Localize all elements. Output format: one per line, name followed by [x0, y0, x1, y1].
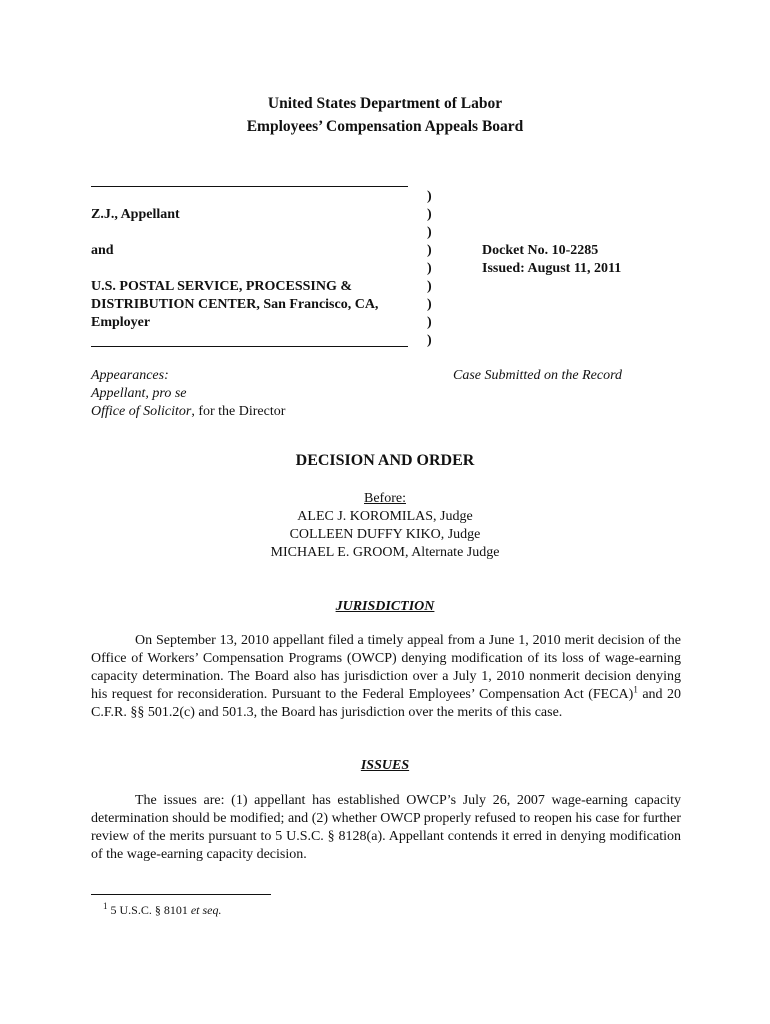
appearances-block [91, 367, 285, 421]
jurisdiction-heading: JURISDICTION [335, 599, 435, 614]
issued-date: Issued: August 11, 2011 [482, 261, 622, 276]
paren: ) [427, 279, 432, 294]
appearances-label: Appearances: [91, 368, 169, 383]
jurisdiction-text: On September 13, 2010 appellant filed a timely appeal from a June 1, 2010 merit decision of the Office of Workers’ Compensation Programs (OWCP) denying modification of its loss of wage-earning capacity determination. The Board also has jurisdiction over a July 1, 2010 nonmerit decision denying his request for reconsideration. Pursuant to the Federal Employees’ Compensation Act (FECA) [91, 633, 681, 702]
judge-3: MICHAEL E. GROOM, Alternate Judge [270, 545, 500, 560]
paren: ) [427, 297, 432, 312]
employer-line-1: U.S. POSTAL SERVICE, PROCESSING & [91, 279, 353, 294]
panel-block [0, 490, 770, 562]
caption-parentheses [427, 188, 437, 350]
footnote-number: 1 [103, 901, 108, 911]
issues-heading: ISSUES [360, 758, 410, 773]
agency-title [0, 92, 770, 138]
jurisdiction-text-cont: and 20 C.F.R. §§ 501.2(c) and 501.3, the Board has jurisdiction over the merits of this case. [91, 687, 682, 720]
employer-block [91, 278, 421, 332]
paren: ) [427, 243, 432, 258]
paren: ) [427, 333, 432, 348]
employer-line-3: Employer [91, 315, 151, 330]
docket-block [482, 242, 621, 278]
judge-1: ALEC J. KOROMILAS, Judge [297, 509, 473, 524]
case-submitted: Case Submitted on the Record [453, 368, 623, 383]
footnote [103, 903, 222, 918]
agency-name: United States Department of Labor [267, 95, 503, 112]
paren: ) [427, 189, 432, 204]
appellant-name: Z.J., Appellant [91, 207, 180, 222]
issues-paragraph [91, 792, 681, 864]
paren: ) [427, 207, 432, 222]
caption-top-rule [91, 186, 408, 187]
footnote-text: 5 U.S.C. § 8101 [110, 903, 191, 917]
jurisdiction-paragraph [91, 632, 681, 722]
solicitor-office: Office of Solicitor [91, 404, 192, 419]
caption-bottom-rule [91, 346, 408, 347]
issues-text: The issues are: (1) appellant has established OWCP’s July 26, 2007 wage-earning capacity determination should be modified; and (2) whether OWCP properly refused to reopen his case for further review of the merits pursuant to 5 U.S.C. § 8128(a). Appellant contends it erred in denying modification of the wage-earning capacity decision. [91, 793, 681, 862]
caption-and: and [91, 243, 114, 258]
footnote-ref[interactable]: 1 [633, 684, 638, 695]
docket-number: Docket No. 10-2285 [482, 243, 599, 258]
paren: ) [427, 315, 432, 330]
before-label: Before: [364, 491, 406, 506]
employer-line-2: DISTRIBUTION CENTER, San Francisco, CA, [91, 297, 379, 312]
solicitor-appearance [91, 403, 285, 421]
appellant-appearance: Appellant, pro se [91, 386, 187, 401]
footnote-rule [91, 894, 271, 895]
judge-2: COLLEEN DUFFY KIKO, Judge [289, 527, 481, 542]
paren: ) [427, 261, 432, 276]
decision-title: DECISION AND ORDER [295, 452, 475, 469]
board-name: Employees’ Compensation Appeals Board [246, 118, 524, 135]
solicitor-role: , for the Director [191, 404, 286, 419]
footnote-italic: et seq. [190, 903, 222, 917]
paren: ) [427, 225, 432, 240]
